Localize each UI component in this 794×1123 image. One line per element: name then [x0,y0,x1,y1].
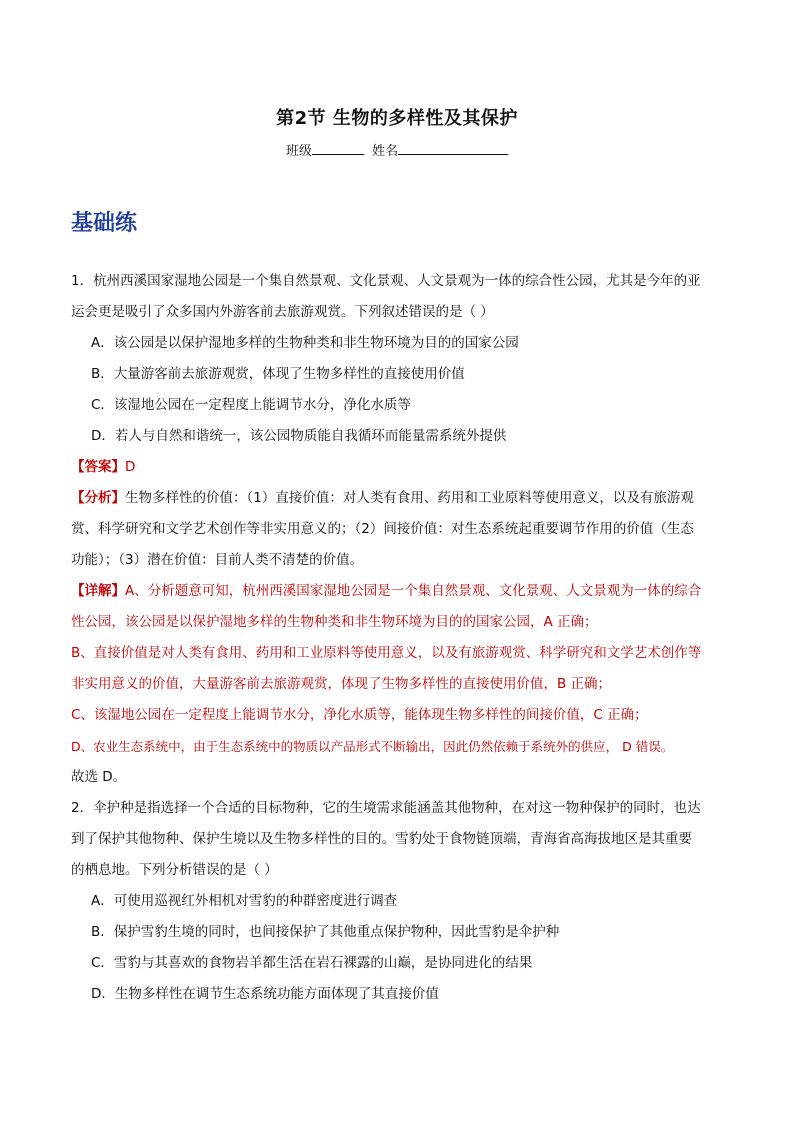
q1-detail-line-1 [71,576,723,607]
analysis-text-1: 生物多样性的价值：（1）直接价值：对人类有食用、药用和工业原料等使用意义，以及有旅游观 [125,490,694,506]
q1-detail-line-6: D、农业生态系统中，由于生态系统中的物质以产品形式不断输出，因此仍然依赖于系统外的供应， D 错误。 [71,739,674,754]
answer-tag: 【答案】 [71,459,125,475]
answer-value: D [125,459,136,475]
page-title: 第2节 生物的多样性及其保护 [276,108,518,129]
q2-stem-line-3: 的栖息地。下列分析错误的是（ ） [71,862,278,878]
name-blank [398,142,508,155]
q1-analysis-line-2: 赏、科学研究和文学艺术创作等非实用意义的；（2）间接价值：对生态系统起重要调节作用的价值（生态 [71,521,694,537]
q1-stem-line-2: 运会更是吸引了众多国内外游客前去旅游观赏。下列叙述错误的是（ ） [71,304,494,320]
q2-option-c: C．雪豹与其喜欢的食物岩羊都生活在岩石裸露的山巅，是协同进化的结果 [91,955,533,971]
q1-detail-line-3: B、直接价值是对人类有食用、药用和工业原料等使用意义，以及有旅游观赏、科学研究和文学艺术创作等 [71,645,702,661]
q2-stem-line-2: 到了保护其他物种、保护生境以及生物多样性的目的。雪豹处于食物链顶端，青海省高海拔地区是其重要 [71,831,692,847]
q2-option-b: B．保护雪豹生境的同时，也间接保护了其他重点保护物种，因此雪豹是伞护种 [91,924,560,940]
q1-detail-line-4: 非实用意义的价值，大量游客前去旅游观赏，体现了生物多样性的直接使用价值，B 正确； [71,676,612,692]
question-content [71,266,723,1010]
q1-conclusion: 故选 D。 [71,769,127,785]
q2-option-d: D．生物多样性在调节生态系统功能方面体现了其直接价值 [91,986,439,1002]
q1-detail-line-5: C、该湿地公园在一定程度上能调节水分，净化水质等，能体现生物多样性的间接价值，C 正确； [71,707,648,723]
class-blank [312,142,364,155]
q1-answer-line [71,452,723,483]
q2-option-a: A．可使用巡视红外相机对雪豹的种群密度进行调查 [91,893,398,909]
name-label: 姓名 [372,144,399,159]
section-title: 基础练 [71,211,138,236]
detail-tag: 【详解】 [71,583,125,599]
detail-text-1: A、分析题意可知，杭州西溪国家湿地公园是一个集自然景观、文化景观、人文景观为一体的综合 [125,583,702,599]
class-label: 班级 [285,144,312,159]
q1-option-d: D．若人与自然和谐统一，该公园物质能自我循环而能量需系统外提供 [91,428,507,444]
q1-stem-line-1: 1．杭州西溪国家湿地公园是一个集自然景观、文化景观、人文景观为一体的综合性公园，尤其是今年的亚 [71,273,701,289]
class-name-line [0,140,794,159]
q1-option-a: A．该公园是以保护湿地多样的生物种类和非生物环境为目的的国家公园 [91,335,519,351]
q2-stem-line-1: 2．伞护种是指选择一个合适的目标物种，它的生境需求能涵盖其他物种，在对这一物种保护的同时，也达 [71,800,701,816]
analysis-tag: 【分析】 [71,490,125,506]
q1-detail-line-2: 性公园，该公园是以保护湿地多样的生物种类和非生物环境为目的的国家公园，A 正确； [71,614,598,630]
q1-option-b: B．大量游客前去旅游观赏，体现了生物多样性的直接使用价值 [91,366,465,382]
q1-analysis-line-3: 功能）；（3）潜在价值：目前人类不清楚的价值。 [71,552,364,568]
q1-analysis-line-1 [71,483,723,514]
q1-option-c: C．该湿地公园在一定程度上能调节水分，净化水质等 [91,397,411,413]
